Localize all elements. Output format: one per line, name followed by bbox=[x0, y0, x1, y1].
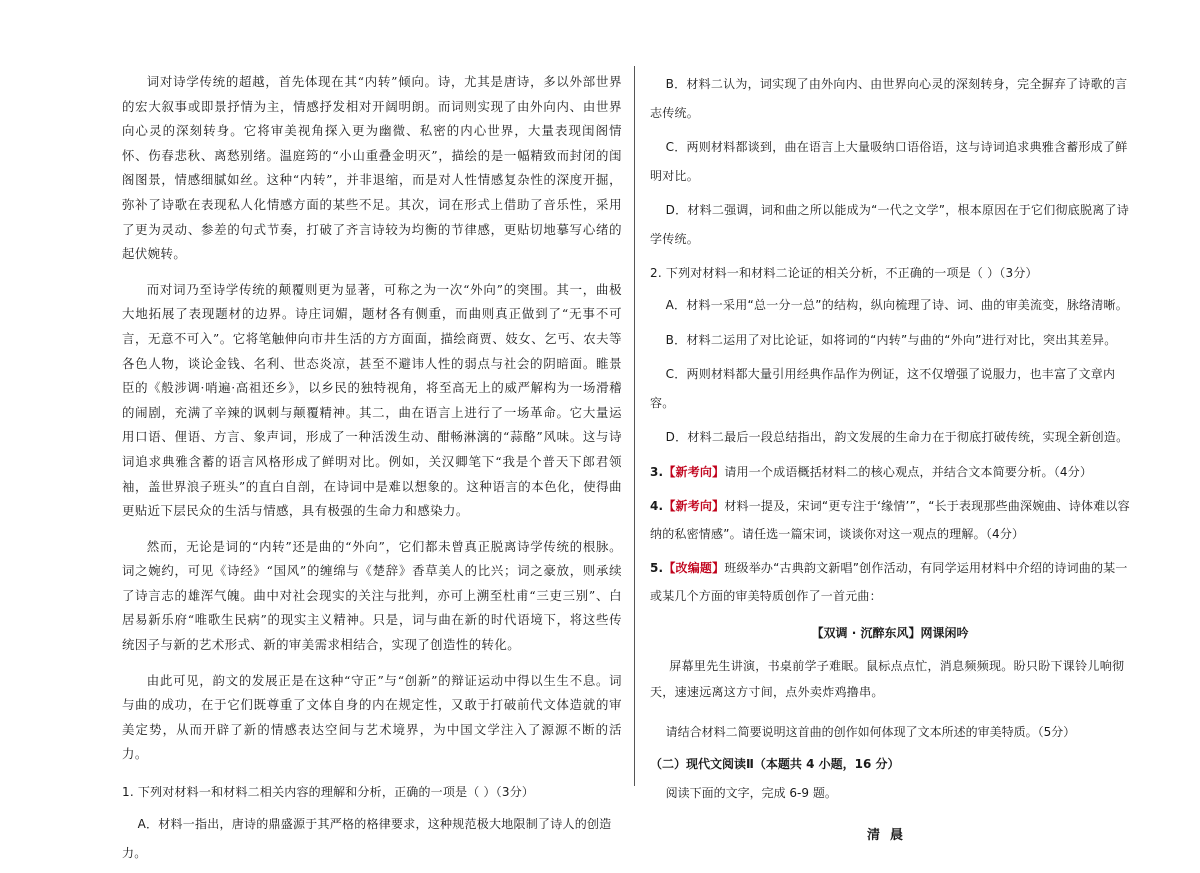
question-5-number: 5. bbox=[650, 560, 664, 575]
question-1-option-b: B．材料二认为，词实现了由外向内、由世界向心灵的深刻转身，完全摒弃了诗歌的言志传统。 bbox=[650, 77, 1128, 120]
question-5-text: 班级举办“古典韵文新唱”创作活动，有同学运用材料中介绍的诗词曲的某一或某几个方面的审美特质创作了一首元曲： bbox=[650, 560, 1128, 603]
question-3-number: 3. bbox=[650, 464, 664, 479]
question-3-tag: 【新考向】 bbox=[663, 464, 725, 479]
question-1-option-d: D．材料二强调，词和曲之所以能成为“一代之文学”，根本原因在于它们彻底脱离了诗学传统。 bbox=[650, 203, 1130, 246]
reading-instruction: 阅读下面的文字，完成 6-9 题。 bbox=[665, 785, 837, 800]
question-1-option-a: A．材料一指出，唐诗的鼎盛源于其严格的格律要求，这种规范极大地限制了诗人的创造力。 bbox=[122, 817, 612, 860]
section-heading: （二）现代文阅读Ⅱ（本题共 4 小题，16 分） bbox=[650, 756, 900, 771]
poem-body: 屏幕里先生讲演，书桌前学子难眠。鼠标点点忙，消息频频现。盼只盼下课铃儿响彻天，速速远离这方寸间，点外卖炸鸡撸串。 bbox=[650, 658, 1125, 699]
question-2-option-b: B．材料二运用了对比论证，如将词的“内转”与曲的“外向”进行对比，突出其差异。 bbox=[665, 332, 1117, 347]
material-paragraph-3: 然而，无论是词的“内转”还是曲的“外向”，它们都未曾真正脱离诗学传统的根脉。词之婉约，可见《诗经》“国风”的缠绵与《楚辞》香草美人的比兴；词之豪放，则承续了诗言志的雄浑气魄。曲中对社会现实的关注与批判，亦可上溯至杜甫“三吏三别”、白居易新乐府“唯歌生民病”的现实主义精神。只是，词与曲在新的时代语境下，将这些传统因子与新的艺术形式、新的审美需求相结合，实现了创造性的转化。 bbox=[122, 538, 622, 653]
poem-title: 【双调 · 沉醉东风】网课闲吟 bbox=[811, 625, 969, 640]
material-paragraph-1: 词对诗学传统的超越，首先体现在其“内转”倾向。诗，尤其是唐诗，多以外部世界的宏大叙事或即景抒情为主，情感抒发相对开阔明朗。而词则实现了由外向内、由世界向心灵的深刻转身。它将审美视角探入更为幽微、私密的内心世界，大量表现闺阁情怀、伤春悲秋、离愁别绪。温庭筠的“小山重叠金明灭”，描绘的是一幅精致而封闭的闺阁图景，情感细腻如丝。这种“内转”，并非退缩，而是对人性情感复杂性的深度开掘，弥补了诗歌在表现私人化情感方面的某些不足。其次，词在形式上借助了音乐性，采用了更为灵动、参差的句式节奏，打破了齐言诗较为均衡的节律感，更贴切地摹写心绪的起伏婉转。 bbox=[122, 74, 622, 262]
question-4 bbox=[650, 492, 1130, 548]
question-4-number: 4. bbox=[650, 498, 664, 513]
column-divider bbox=[634, 66, 635, 786]
material-paragraph-4: 由此可见，韵文的发展正是在这种“守正”与“创新”的辩证运动中得以生生不息。词与曲的成功，在于它们既尊重了文体自身的内在规定性，又敢于打破前代文体造就的审美定势，从而开辟了新的情感表达空间与艺术境界，为中国文学注入了源源不断的活力。 bbox=[122, 672, 622, 762]
story-title: 清晨 bbox=[866, 827, 913, 843]
question-5 bbox=[650, 554, 1130, 610]
question-5-tag: 【改编题】 bbox=[663, 560, 725, 575]
question-5-prompt: 请结合材料二简要说明这首曲的创作如何体现了文本所述的审美特质。（5分） bbox=[665, 724, 1076, 739]
left-column bbox=[122, 70, 622, 873]
material-paragraph-2: 而对词乃至诗学传统的颠覆则更为显著，可称之为一次“外向”的突围。其一，曲极大地拓展了表现题材的边界。诗庄词媚，题材各有侧重，而曲则真正做到了“无事不可言，无意不可入”。它将笔触伸向市井生活的方方面面，描绘商贾、妓女、乞丐、农夫等各色人物，谈论金钱、名利、世态炎凉，甚至不避讳人性的弱点与社会的阴暗面。睢景臣的《般涉调·哨遍·高祖还乡》，以乡民的独特视角，将至高无上的威严解构为一场滑稽的闹剧，充满了辛辣的讽刺与颠覆精神。其二，曲在语言上进行了一场革命。它大量运用口语、俚语、方言、象声词，形成了一种活泼生动、酣畅淋漓的“蒜酪”风味。这与诗词追求典雅含蓄的语言风格形成了鲜明对比。例如，关汉卿笔下“我是个普天下郎君领袖，盖世界浪子班头”的直白自剖，在诗词中是难以想象的。这种语言的本色化，使得曲更贴近下层民众的生活与情感，具有极强的生命力和感染力。 bbox=[122, 281, 622, 519]
question-4-tag: 【新考向】 bbox=[663, 498, 725, 513]
question-2-option-a: A．材料一采用“总一分一总”的结构，纵向梳理了诗、词、曲的审美流变，脉络清晰。 bbox=[665, 298, 1128, 312]
question-3-text: 请用一个成语概括材料二的核心观点，并结合文本简要分析。（4分） bbox=[724, 464, 1093, 479]
question-1: 1. 下列对材料一和材料二相关内容的理解和分析，正确的一项是（ ）（3分） bbox=[122, 785, 535, 800]
question-3 bbox=[650, 458, 1130, 486]
question-2-option-d: D．材料二最后一段总结指出，韵文发展的生命力在于彻底打破传统，实现全新创造。 bbox=[665, 430, 1129, 444]
right-column bbox=[650, 70, 1130, 843]
question-2-option-c: C．两则材料都大量引用经典作品作为例证，这不仅增强了说服力，也丰富了文章内容。 bbox=[650, 367, 1116, 410]
question-4-text: 材料一提及，宋词“更专注于‘缘情’”，“长于表现那些曲深婉曲、诗体难以容纳的私密情感”。请任选一篇宋词，谈谈你对这一观点的理解。（4分） bbox=[650, 498, 1130, 541]
question-1-option-c: C．两则材料都谈到，曲在语言上大量吸纳口语俗语，这与诗词追求典雅含蓄形成了鲜明对比。 bbox=[650, 140, 1128, 183]
question-2: 2. 下列对材料一和材料二论证的相关分析，不正确的一项是（ ）（3分） bbox=[650, 266, 1038, 280]
